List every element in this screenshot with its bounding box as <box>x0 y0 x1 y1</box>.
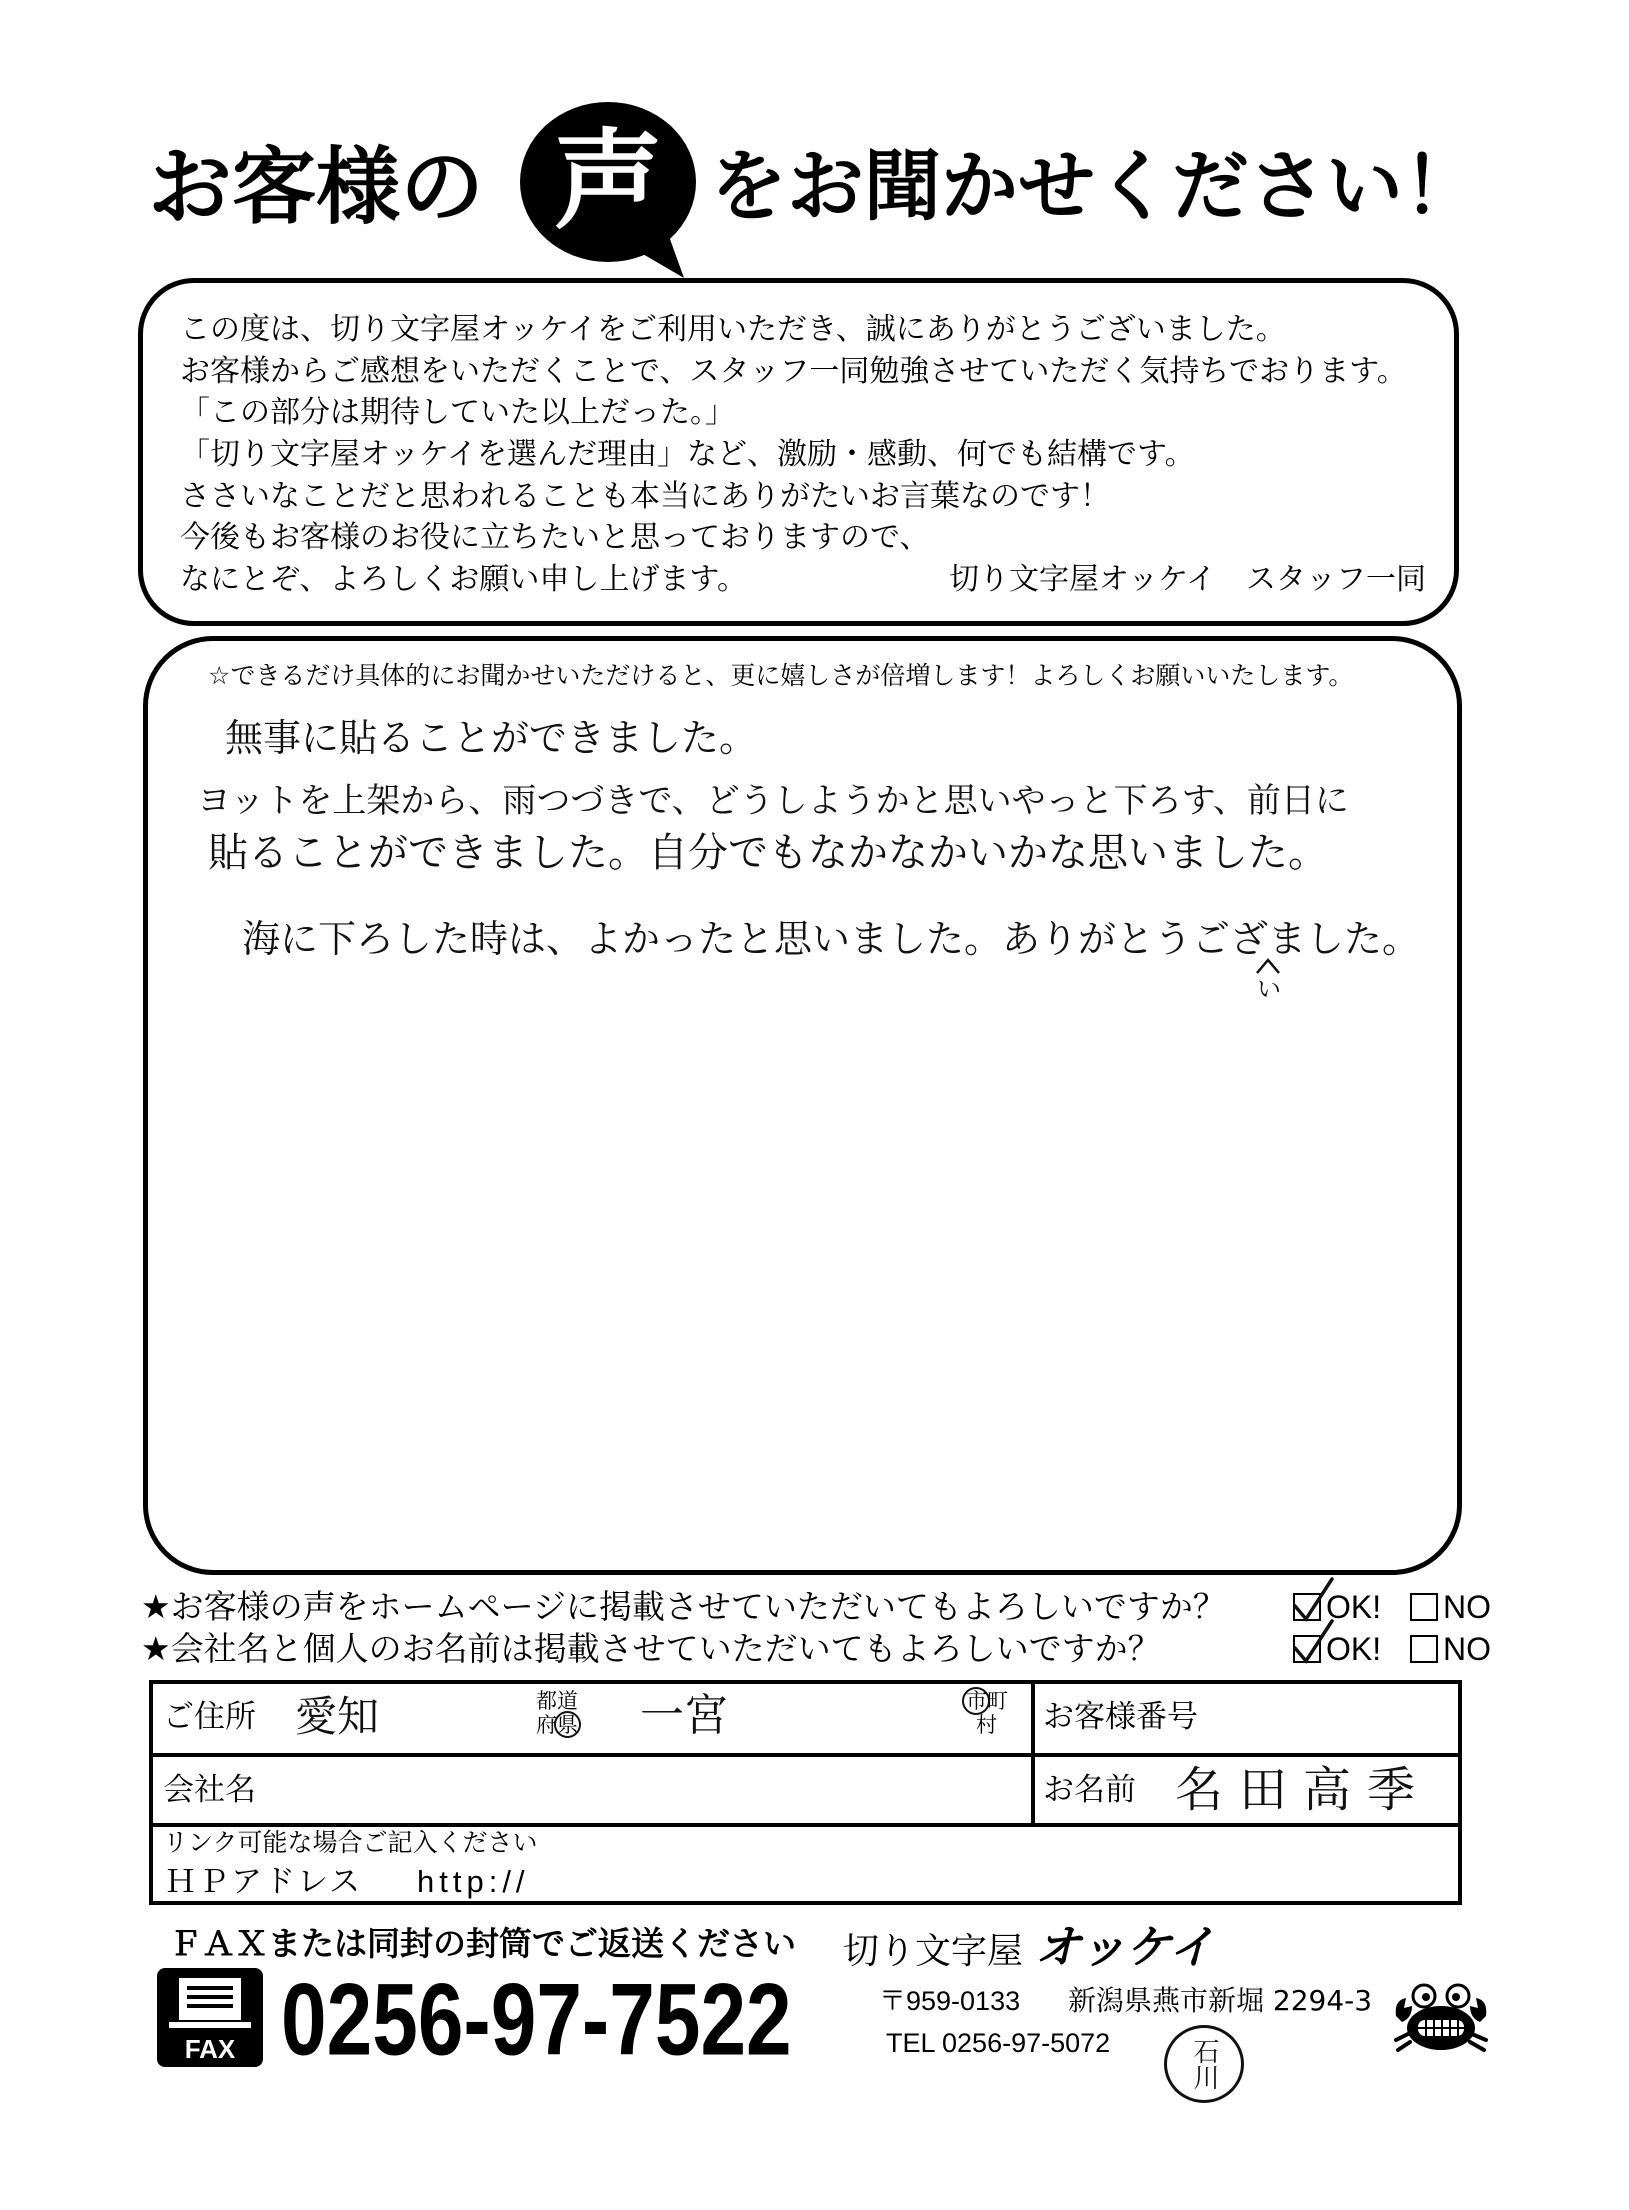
stamp-text: 石川 <box>1189 2038 1219 2090</box>
city-value: 一宮 <box>640 1690 728 1741</box>
selection-circle-mark <box>554 1711 581 1738</box>
consent-question-name: ★会社名と個人のお名前は掲載させていただいてもよろしいですか？ <box>141 1629 1161 1668</box>
company-label: 会社名 <box>163 1772 256 1808</box>
fax-machine-icon <box>157 1968 263 2067</box>
handwritten-line-4-before: 海に下ろした時は、よかったと思いました。ありがとうござ <box>242 917 1269 961</box>
stamp-seal <box>1164 2025 1244 2103</box>
prefecture-value: 愛知 <box>295 1692 380 1741</box>
comment-box <box>143 636 1462 1575</box>
consent-homepage-no-checkbox <box>1410 1593 1438 1621</box>
company-name-prefix: 切り文字屋 <box>843 1931 1024 1972</box>
title-speech-bubble <box>516 100 706 280</box>
hp-address-label: ＨＰアドレス <box>165 1864 363 1900</box>
return-instruction: ＦＡＸまたは同封の封筒でご返送ください <box>169 1924 796 1963</box>
title-bubble-char: 声 <box>553 119 662 244</box>
intro-line: この度は、切り文字屋オッケイをご利用いただき、誠にありがとうございました。 <box>180 312 1286 347</box>
crab-mascot-icon <box>1392 1982 1490 2060</box>
intro-signature: 切り文字屋オッケイ スタッフ一同 <box>949 562 1426 597</box>
page-title-after: をお聞かせください！ <box>710 143 1480 232</box>
fax-number: 0256-97-7522 <box>281 1963 792 2077</box>
company-address: 新潟県燕市新堀 2294-3 <box>1068 1984 1373 2017</box>
comment-prompt: ☆できるだけ具体的にお聞かせいただけると、更に嬉しさが倍増します！よろしくお願いいたします。 <box>208 661 1354 690</box>
city-suffix-bottom: 村 <box>976 1713 997 1737</box>
selection-circle-mark <box>962 1687 990 1715</box>
page-title-before: お客様の <box>148 138 485 236</box>
handwritten-line-4 <box>242 917 1421 1003</box>
table-divider <box>1031 1680 1035 1825</box>
customer-number-label: お客様番号 <box>1043 1699 1198 1735</box>
intro-line: ささいなことだと思われることも本当にありがたいお言葉なのです！ <box>180 478 1110 514</box>
intro-line: 今後もお客様のお役に立ちたいと思っておりますので、 <box>180 520 930 556</box>
postal-code: 〒959-0133 <box>879 1986 1021 2016</box>
consent-homepage-ok-label: OK! <box>1326 1589 1382 1625</box>
inserted-character: い <box>1257 975 1282 1003</box>
intro-text <box>180 309 1407 601</box>
company-name-brand: オッケイ <box>1035 1920 1215 1974</box>
consent-homepage-no-label: NO <box>1443 1589 1491 1625</box>
company-tel: TEL 0256-97-5072 <box>886 2028 1111 2058</box>
prefecture-suffix-top: 都道 <box>536 1689 578 1713</box>
consent-name-no-checkbox <box>1410 1635 1438 1663</box>
handwritten-line-3: 貼ることができました。自分でもなかなかいかな思いました。 <box>208 830 1328 876</box>
name-label: お名前 <box>1043 1772 1136 1808</box>
consent-name-no-label: NO <box>1443 1631 1491 1667</box>
prefecture-suffix-bottom: 府県 <box>536 1713 578 1737</box>
intro-line: お客様からご感想をいただくことで、スタッフ一同勉強させていただく気持ちでおります。 <box>180 353 1407 389</box>
insertion-caret-icon <box>1255 958 1281 974</box>
intro-line: 「この部分は期待していた以上だった。」 <box>180 395 735 431</box>
intro-line: なにとぞ、よろしくお願い申し上げます。 <box>180 562 747 598</box>
table-divider <box>149 1823 1462 1827</box>
name-value: 名田高季 <box>1175 1762 1432 1818</box>
handwritten-line-2: ヨットを上架から、雨つづきで、どうしようかと思いやっと下ろす、前日に <box>197 781 1349 821</box>
hp-address-prefix: http:// <box>417 1864 530 1899</box>
consent-name-ok-label: OK! <box>1326 1631 1382 1667</box>
address-label: ご住所 <box>163 1699 256 1735</box>
city-suffix-top: 市町 <box>966 1689 1008 1713</box>
handwritten-line-1: 無事に貼ることができました。 <box>225 716 758 760</box>
fax-icon-label: FAX <box>184 2034 236 2064</box>
handwritten-line-4-after: ました。 <box>1268 917 1421 961</box>
table-divider <box>149 1753 1462 1757</box>
link-note: リンク可能な場合ご記入ください <box>163 1828 538 1857</box>
intro-line: 「切り文字屋オッケイを選んだ理由」など、激励・感動、何でも結構です。 <box>180 437 1195 473</box>
consent-question-homepage: ★お客様の声をホームページに掲載させていただいてもよろしいですか？ <box>141 1587 1226 1626</box>
company-name <box>843 1920 1215 1974</box>
